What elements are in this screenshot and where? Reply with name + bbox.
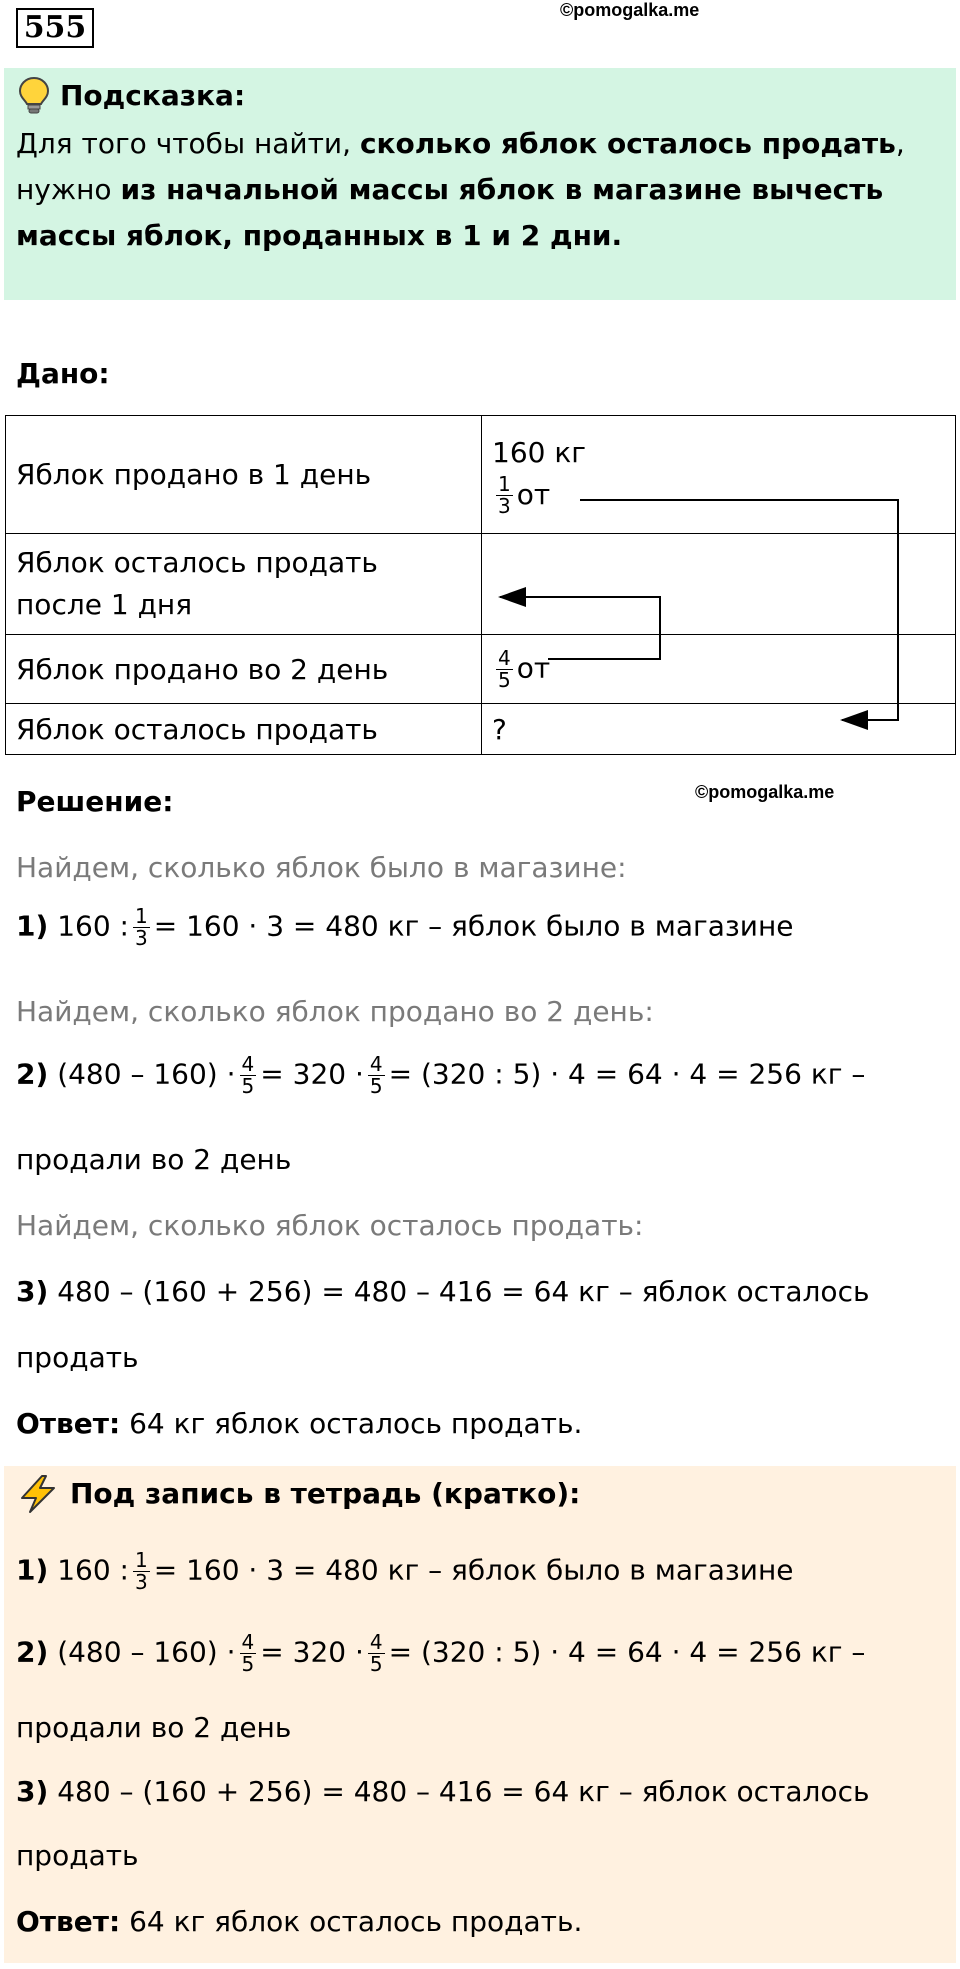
given-value: $\frac{4}{5}$ от <box>482 635 956 704</box>
notes-step-2: 2) (480 – 160) · $\frac{4}{5}$ = 320 · $\frac{4}{5}$ = (320 : 5) · 4 = 64 · 4 = 256 кг – <box>16 1630 866 1676</box>
hint-line-1: Для того чтобы найти, сколько яблок осталось продать, <box>16 127 905 160</box>
hint-line-2: нужно из начальной массы яблок в магазине вычесть <box>16 173 884 206</box>
notes-step-2-line-2: продали во 2 день <box>16 1711 292 1744</box>
given-value: ? <box>482 704 956 755</box>
given-value: 160 кг $\frac{1}{3}$ от <box>482 416 956 534</box>
comment-3: Найдем, сколько яблок осталось продать: <box>16 1209 644 1242</box>
hint-line-3: массы яблок, проданных в 1 и 2 дни. <box>16 219 623 252</box>
arrow-to-after-day1 <box>500 597 660 659</box>
notes-answer: Ответ: 64 кг яблок осталось продать. <box>16 1905 583 1938</box>
table-arrows <box>0 0 960 800</box>
fraction: $\frac{1}{3}$ <box>134 904 148 950</box>
fraction-one-third: $\frac{1}{3}$ <box>498 472 511 519</box>
fraction: $\frac{4}{5}$ <box>241 1052 255 1098</box>
given-label: Яблок осталось продать <box>6 704 482 755</box>
step-1: 1) 160 : $\frac{1}{3}$ = 160 · 3 = 480 кг – яблок было в магазине <box>16 904 794 950</box>
comment-2: Найдем, сколько яблок продано во 2 день: <box>16 995 654 1028</box>
task-number: 555 <box>16 8 94 48</box>
notes-step-1: 1) 160 : $\frac{1}{3}$ = 160 · 3 = 480 кг – яблок было в магазине <box>16 1548 794 1594</box>
fraction: $\frac{4}{5}$ <box>369 1630 383 1676</box>
given-label: Яблок продано в 1 день <box>6 416 482 534</box>
step-2-line-2: продали во 2 день <box>16 1143 292 1176</box>
answer: Ответ: 64 кг яблок осталось продать. <box>16 1407 583 1440</box>
fraction-four-fifths: $\frac{4}{5}$ <box>498 645 511 692</box>
step-3: 3) 480 – (160 + 256) = 480 – 416 = 64 кг – яблок осталось <box>16 1275 870 1308</box>
watermark-middle: ©pomogalka.me <box>695 782 835 802</box>
comment-1: Найдем, сколько яблок было в магазине: <box>16 851 627 884</box>
watermark-top: ©pomogalka.me <box>560 0 700 20</box>
fraction: $\frac{1}{3}$ <box>134 1548 148 1594</box>
fraction: $\frac{4}{5}$ <box>241 1630 255 1676</box>
given-label: Яблок продано во 2 день <box>6 635 482 704</box>
notes-step-3: 3) 480 – (160 + 256) = 480 – 416 = 64 кг – яблок осталось <box>16 1775 870 1808</box>
hint-title: Подсказка: <box>60 79 246 112</box>
notes-step-3-line-2: продать <box>16 1839 139 1872</box>
lightning-icon <box>18 1474 58 1514</box>
step-2: 2) (480 – 160) · $\frac{4}{5}$ = 320 · $\frac{4}{5}$ = (320 : 5) · 4 = 64 · 4 = 256 кг – <box>16 1052 866 1098</box>
step-3-line-2: продать <box>16 1341 139 1374</box>
solution-heading: Решение: <box>16 785 174 818</box>
given-heading: Дано: <box>16 357 110 390</box>
given-label: Яблок осталось продать после 1 дня <box>6 534 482 635</box>
fraction: $\frac{4}{5}$ <box>369 1052 383 1098</box>
arrow-to-remaining <box>580 500 898 720</box>
notes-title: Под запись в тетрадь (кратко): <box>70 1477 581 1510</box>
